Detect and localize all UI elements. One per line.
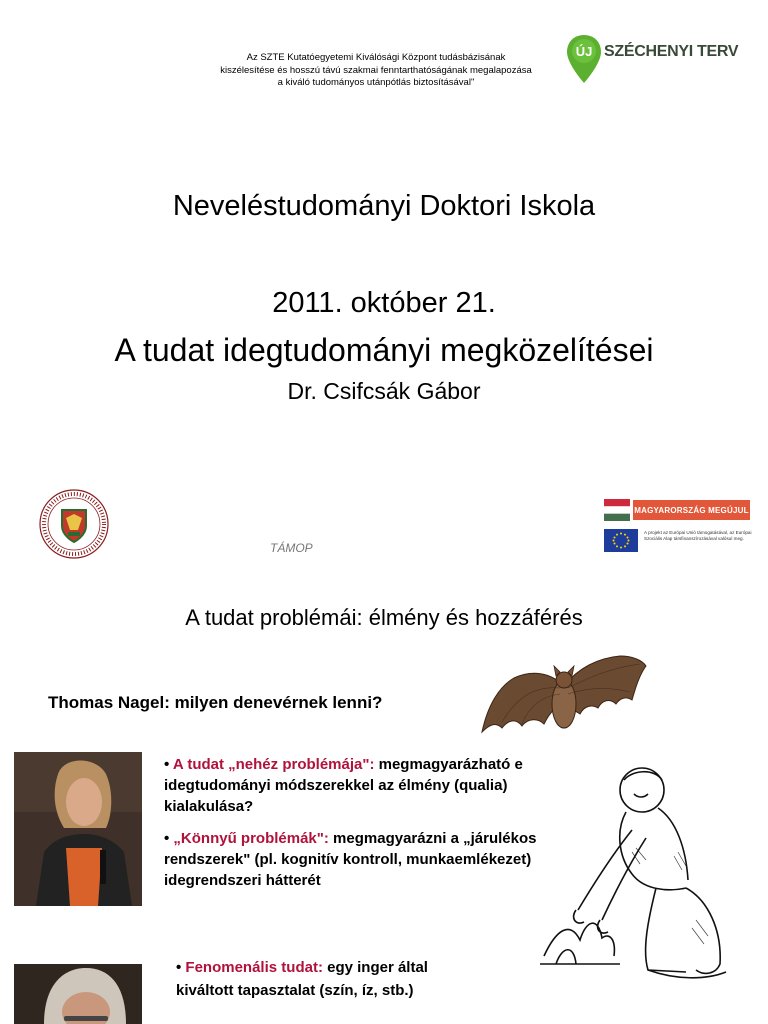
szechenyi-terv-logo <box>566 34 739 84</box>
hungary-flag-icon <box>604 499 630 521</box>
szechenyi-label: SZÉCHENYI TERV <box>604 43 739 60</box>
page-title: Neveléstudományi Doktori Iskola <box>172 190 596 222</box>
bullet-text: megmagyarázni a „járulékos rendszerek" (pl. kognitív kontroll, munkaemlékezet) idegrendszeri hátterét <box>164 830 537 889</box>
woodcut-figure-icon <box>536 760 732 990</box>
second-photo-shape <box>14 964 142 1024</box>
logo-badge-text: ÚJ <box>575 44 593 59</box>
bullet-marker: • <box>164 830 174 847</box>
header-line-1: Az SZTE Kutatóegyetemi Kiválósági Központ tudásbázisának <box>246 52 506 63</box>
bullet-marker: • <box>164 756 173 773</box>
tamop-label: TÁMOP <box>270 541 313 555</box>
university-seal-icon <box>38 488 110 560</box>
eu-flag-icon <box>604 529 638 552</box>
subtitle: A tudat idegtudományi megközelítései <box>114 332 654 368</box>
eu-funding-text: A projekt az Európai Unió támogatásával, az Európai Szociális Alap társfinanszírozásával valósul meg. <box>644 530 752 541</box>
header-text <box>196 52 556 90</box>
second-photo <box>14 964 142 1024</box>
bullet-highlight: A tudat „nehéz problémája": <box>172 756 375 773</box>
bullet-phenomenal <box>176 956 476 1002</box>
header-line-3: a kiváló tudományos utánpótlás biztosításával" <box>277 77 475 88</box>
bullet-text: egy inger által kiváltott tapasztalat (szín, íz, stb.) <box>176 959 428 999</box>
bullet-highlight: „Könnyű problémák": <box>173 830 329 847</box>
nagel-heading: Thomas Nagel: milyen denevérnek lenni? <box>48 693 383 712</box>
bullet-easy-problems <box>164 828 544 891</box>
author: Dr. Csifcsák Gábor <box>287 378 481 404</box>
bullet-list <box>164 754 544 902</box>
eu-funding-block <box>604 497 750 557</box>
bullet-marker: • <box>176 959 186 976</box>
section-title: A tudat problémái: élmény és hozzáférés <box>185 605 583 630</box>
speaker-photo <box>14 752 142 906</box>
bullet-hard-problem <box>164 754 544 817</box>
header-line-2: kiszélesítése és hosszú távú szakmai fenntarthatóságának megalapozása <box>220 64 532 76</box>
bullet-text: megmagyarázható e idegtudományi módszerekkel az élmény (qualia) kialakulása? <box>164 756 523 815</box>
hu-banner: MAGYARORSZÁG MEGÚJUL <box>633 500 750 520</box>
szechenyi-pin-icon <box>566 34 602 84</box>
bullet-highlight: Fenomenális tudat: <box>185 959 323 976</box>
date: 2011. október 21. <box>272 287 496 319</box>
bat-illustration-icon <box>480 652 648 752</box>
speaker-photo-shape <box>14 752 142 906</box>
